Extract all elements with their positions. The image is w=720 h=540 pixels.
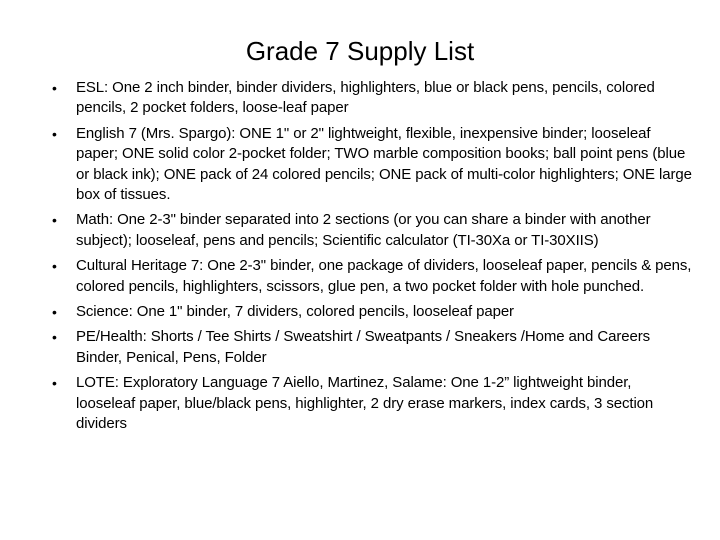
- bullet-icon: •: [52, 125, 57, 142]
- bullet-icon: •: [52, 212, 57, 229]
- bullet-icon: •: [52, 304, 57, 321]
- list-item-esl: [52, 78, 692, 119]
- bullet-icon: •: [52, 80, 57, 96]
- page-title: Grade 7 Supply List: [245, 36, 475, 66]
- list-item-pe-health: [52, 327, 692, 368]
- supply-list: [52, 78, 692, 440]
- list-item-text: LOTE: Exploratory Language 7 Aiello, Martinez, Salame: One 1-2” lightweight binder, looseleaf paper, blue/black pens, highlighter, 2 dry erase markers, index cards, 3 section dividers: [76, 374, 654, 433]
- list-item-cultural-heritage: [52, 256, 692, 297]
- list-item-science: [52, 302, 692, 322]
- list-item-text: Science: One 1" binder, 7 dividers, colored pencils, looseleaf paper: [76, 303, 514, 321]
- bullet-icon: •: [52, 375, 57, 392]
- list-item-text: English 7 (Mrs. Spargo): ONE 1" or 2" lightweight, flexible, inexpensive binder; looseleaf paper; ONE solid color 2-pocket folder; TWO marble composition books; ball point pens (blue or black ink); ONE pack of 24 colored pencils; ONE pack of multi-color highlighters; ONE large box of tissues.: [76, 124, 692, 204]
- list-item-english: [52, 124, 692, 206]
- list-item-text: Cultural Heritage 7: One 2-3" binder, one package of dividers, looseleaf paper, pencils & pens, colored pencils, highlighters, scissors, glue pen, a two pocket folder with hole punched.: [76, 257, 692, 295]
- list-item-text: PE/Health: Shorts / Tee Shirts / Sweatshirt / Sweatpants / Sneakers /Home and Careers Binder, Penical, Pens, Folder: [76, 328, 650, 366]
- list-item-text: ESL: One 2 inch binder, binder dividers, highlighters, blue or black pens, pencils, colored pencils, 2 pocket folders, loose-leaf paper: [76, 79, 655, 117]
- list-item-text: Math: One 2-3" binder separated into 2 sections (or you can share a binder with another subject); looseleaf, pens and pencils; Scientific calculator (TI-30Xa or TI-30XIIS): [76, 211, 651, 249]
- bullet-icon: •: [52, 329, 57, 346]
- bullet-icon: •: [52, 258, 57, 275]
- list-item-lote: [52, 373, 692, 434]
- list-item-math: [52, 210, 692, 251]
